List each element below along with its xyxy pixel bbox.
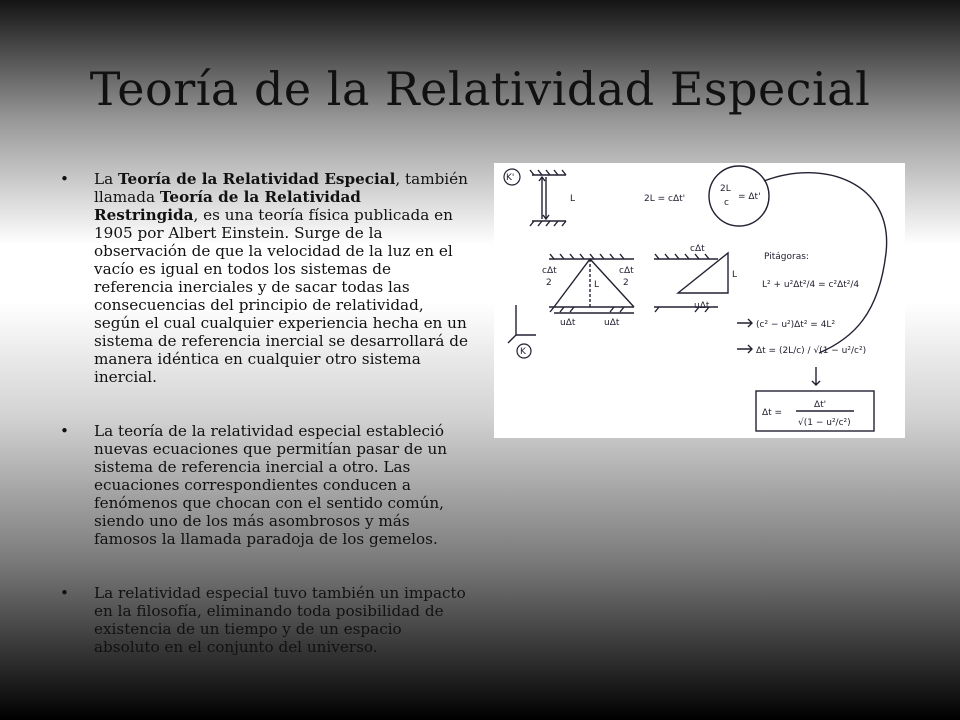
bullet-item-2 <box>58 422 468 548</box>
eq-circle-rhs: = Δt' <box>738 192 761 202</box>
pythagoras-eq-2: (c² − u²)Δt² = 4L² <box>756 320 836 330</box>
udt-label-triangle: uΔt <box>694 301 710 311</box>
L-label-triangle: L <box>732 270 738 280</box>
final-numerator: Δt' <box>814 400 827 410</box>
bullet-1-text-b: , también llamada <box>94 170 468 206</box>
final-denominator: √(1 − u²/c²) <box>798 418 851 428</box>
arrow-2 <box>737 345 752 353</box>
bullet-1-text-c: , es una teoría física publicada en 1905 por Albert Einstein. Surge de la observación de que la velocidad de la luz en el vacío es igual en todos los sistemas de referencia inerciales y de sacar todas las consecuencias del principio de relatividad, según el cual cualquier experiencia hecha en un sistema de referencia inercial se desarrollará de manera idéntica en cualquier otro sistema inercial. <box>94 206 468 386</box>
handwritten-derivation-figure <box>494 163 905 438</box>
bullet-1-bold-b: Teoría de la Relatividad Restringida <box>94 188 361 224</box>
derivation-drawing <box>494 163 905 438</box>
cdt-label-right: cΔt <box>619 266 634 276</box>
pythagoras-eq-1: L² + u²Δt²/4 = c²Δt²/4 <box>762 280 860 290</box>
pitagoras-label: Pitágoras: <box>764 252 809 262</box>
cdt-label-triangle: cΔt <box>690 244 705 254</box>
arrow-3 <box>812 367 820 385</box>
k-axes <box>516 305 536 335</box>
k-prime-label: K' <box>506 173 515 183</box>
bullet-list <box>58 170 468 692</box>
k-label: K <box>520 347 526 357</box>
udt-label-left: uΔt <box>560 318 576 328</box>
light-path-rest <box>542 177 546 219</box>
eq-2L: 2L = cΔt' <box>644 194 686 204</box>
bullet-item-3 <box>58 584 468 656</box>
udt-label-right: uΔt <box>604 318 620 328</box>
L-label-moving: L <box>594 280 600 290</box>
bullet-2-text: La teoría de la relatividad especial estableció nuevas ecuaciones que permitían pasar de un sistema de referencia inercial a otro. Las ecuaciones correspondientes conducen a fenómenos que chocan con el sentido común, siendo uno de los más asombrosos y más famosos la llamada paradoja de los gemelos. <box>94 422 448 548</box>
cdt-label-left: cΔt <box>542 266 557 276</box>
bullet-item-1 <box>58 170 468 386</box>
slide-title: Teoría de la Relatividad Especial <box>89 62 871 116</box>
bullet-1-bold-a: Teoría de la Relatividad Especial <box>117 170 396 188</box>
two-label-right: 2 <box>623 278 629 288</box>
arrow-1 <box>737 319 752 327</box>
eq-circle-top: 2L <box>720 184 731 194</box>
bullet-3-text: La relatividad especial tuvo también un impacto en la filosofía, eliminando toda posibilidad de existencia de un tiempo y de un espacio absoluto en el conjunto del universo. <box>94 584 466 656</box>
bullet-1-text-a: La <box>94 170 118 188</box>
eq-circle-bottom: c <box>724 198 729 208</box>
pythagoras-eq-3: Δt = (2L/c) / √(1 − u²/c²) <box>756 346 867 356</box>
L-label-rest: L <box>570 194 576 204</box>
final-lhs: Δt = <box>762 408 783 418</box>
two-label-left: 2 <box>546 278 552 288</box>
